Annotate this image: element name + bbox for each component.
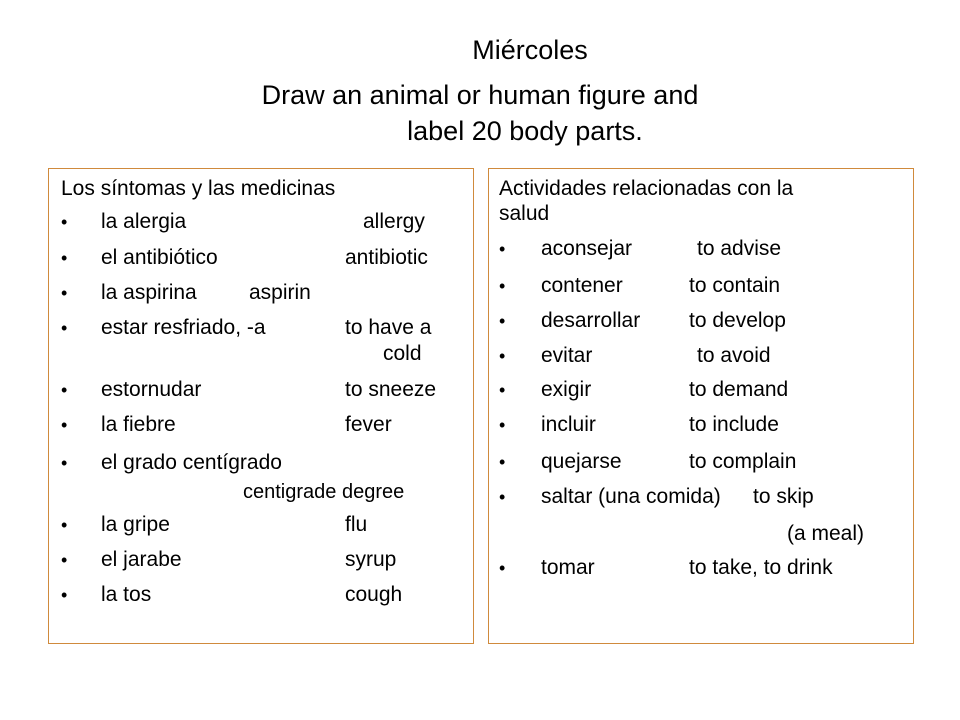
- translation: to include: [689, 413, 779, 436]
- bullet-icon: •: [61, 283, 68, 303]
- translation: cough: [345, 583, 403, 606]
- term: incluir: [541, 413, 596, 436]
- translation: to develop: [689, 309, 786, 332]
- bullet-icon: •: [499, 346, 506, 366]
- translation: to demand: [689, 378, 789, 401]
- translation: syrup: [345, 548, 397, 571]
- bullet-icon: •: [499, 380, 506, 400]
- bullet-icon: •: [61, 550, 68, 570]
- translation: aspirin: [249, 281, 311, 304]
- symptoms-heading: Los síntomas y las medicinas: [61, 177, 336, 200]
- bullet-icon: •: [61, 318, 68, 338]
- translation: flu: [345, 513, 368, 536]
- activities-heading-continued: salud: [499, 202, 550, 225]
- title-instruction-line1: Draw an animal or human figure and: [261, 80, 699, 110]
- bullet-icon: •: [61, 415, 68, 435]
- translation: to take, to drink: [689, 556, 833, 579]
- bullet-icon: •: [499, 239, 506, 259]
- term: tomar: [541, 556, 595, 579]
- term: desarrollar: [541, 309, 641, 332]
- term: la tos: [101, 583, 152, 606]
- bullet-icon: •: [499, 276, 506, 296]
- translation: to skip: [753, 485, 814, 508]
- term: la fiebre: [101, 413, 176, 436]
- term: la alergia: [101, 210, 187, 233]
- translation-continued: (a meal): [787, 522, 865, 545]
- bullet-icon: •: [499, 415, 506, 435]
- bullet-icon: •: [61, 453, 68, 473]
- title-instruction-line2: label 20 body parts.: [407, 116, 643, 146]
- term: estar resfriado, -a: [101, 316, 266, 339]
- bullet-icon: •: [499, 558, 506, 578]
- term: estornudar: [101, 378, 202, 401]
- term: la aspirina: [101, 281, 197, 304]
- translation-continued: cold: [383, 342, 422, 365]
- vocab-box-activities: [488, 168, 914, 644]
- bullet-icon: •: [61, 248, 68, 268]
- term: el antibiótico: [101, 246, 218, 269]
- bullet-icon: •: [499, 487, 506, 507]
- translation: to complain: [689, 450, 797, 473]
- translation: allergy: [363, 210, 425, 233]
- term: saltar (una comida): [541, 485, 721, 508]
- activities-heading: Actividades relacionadas con la: [499, 177, 794, 200]
- bullet-icon: •: [61, 585, 68, 605]
- bullet-icon: •: [61, 515, 68, 535]
- bullet-icon: •: [499, 311, 506, 331]
- term: contener: [541, 274, 623, 297]
- term: aconsejar: [541, 237, 633, 260]
- translation: to have a: [345, 316, 432, 339]
- bullet-icon: •: [61, 212, 68, 232]
- bullet-icon: •: [61, 380, 68, 400]
- translation: to avoid: [697, 344, 771, 367]
- term: quejarse: [541, 450, 622, 473]
- translation: to contain: [689, 274, 781, 297]
- bullet-icon: •: [499, 452, 506, 472]
- translation: to advise: [697, 237, 782, 260]
- translation: to sneeze: [345, 378, 437, 401]
- term: la gripe: [101, 513, 170, 536]
- term: el jarabe: [101, 548, 182, 571]
- vocab-box-symptoms: [48, 168, 474, 644]
- translation: fever: [345, 413, 392, 436]
- translation: antibiotic: [345, 246, 428, 269]
- term: evitar: [541, 344, 593, 367]
- title-day: Miércoles: [472, 35, 588, 65]
- term: el grado centígrado: [101, 451, 282, 474]
- translation: centigrade degree: [243, 481, 405, 503]
- term: exigir: [541, 378, 592, 401]
